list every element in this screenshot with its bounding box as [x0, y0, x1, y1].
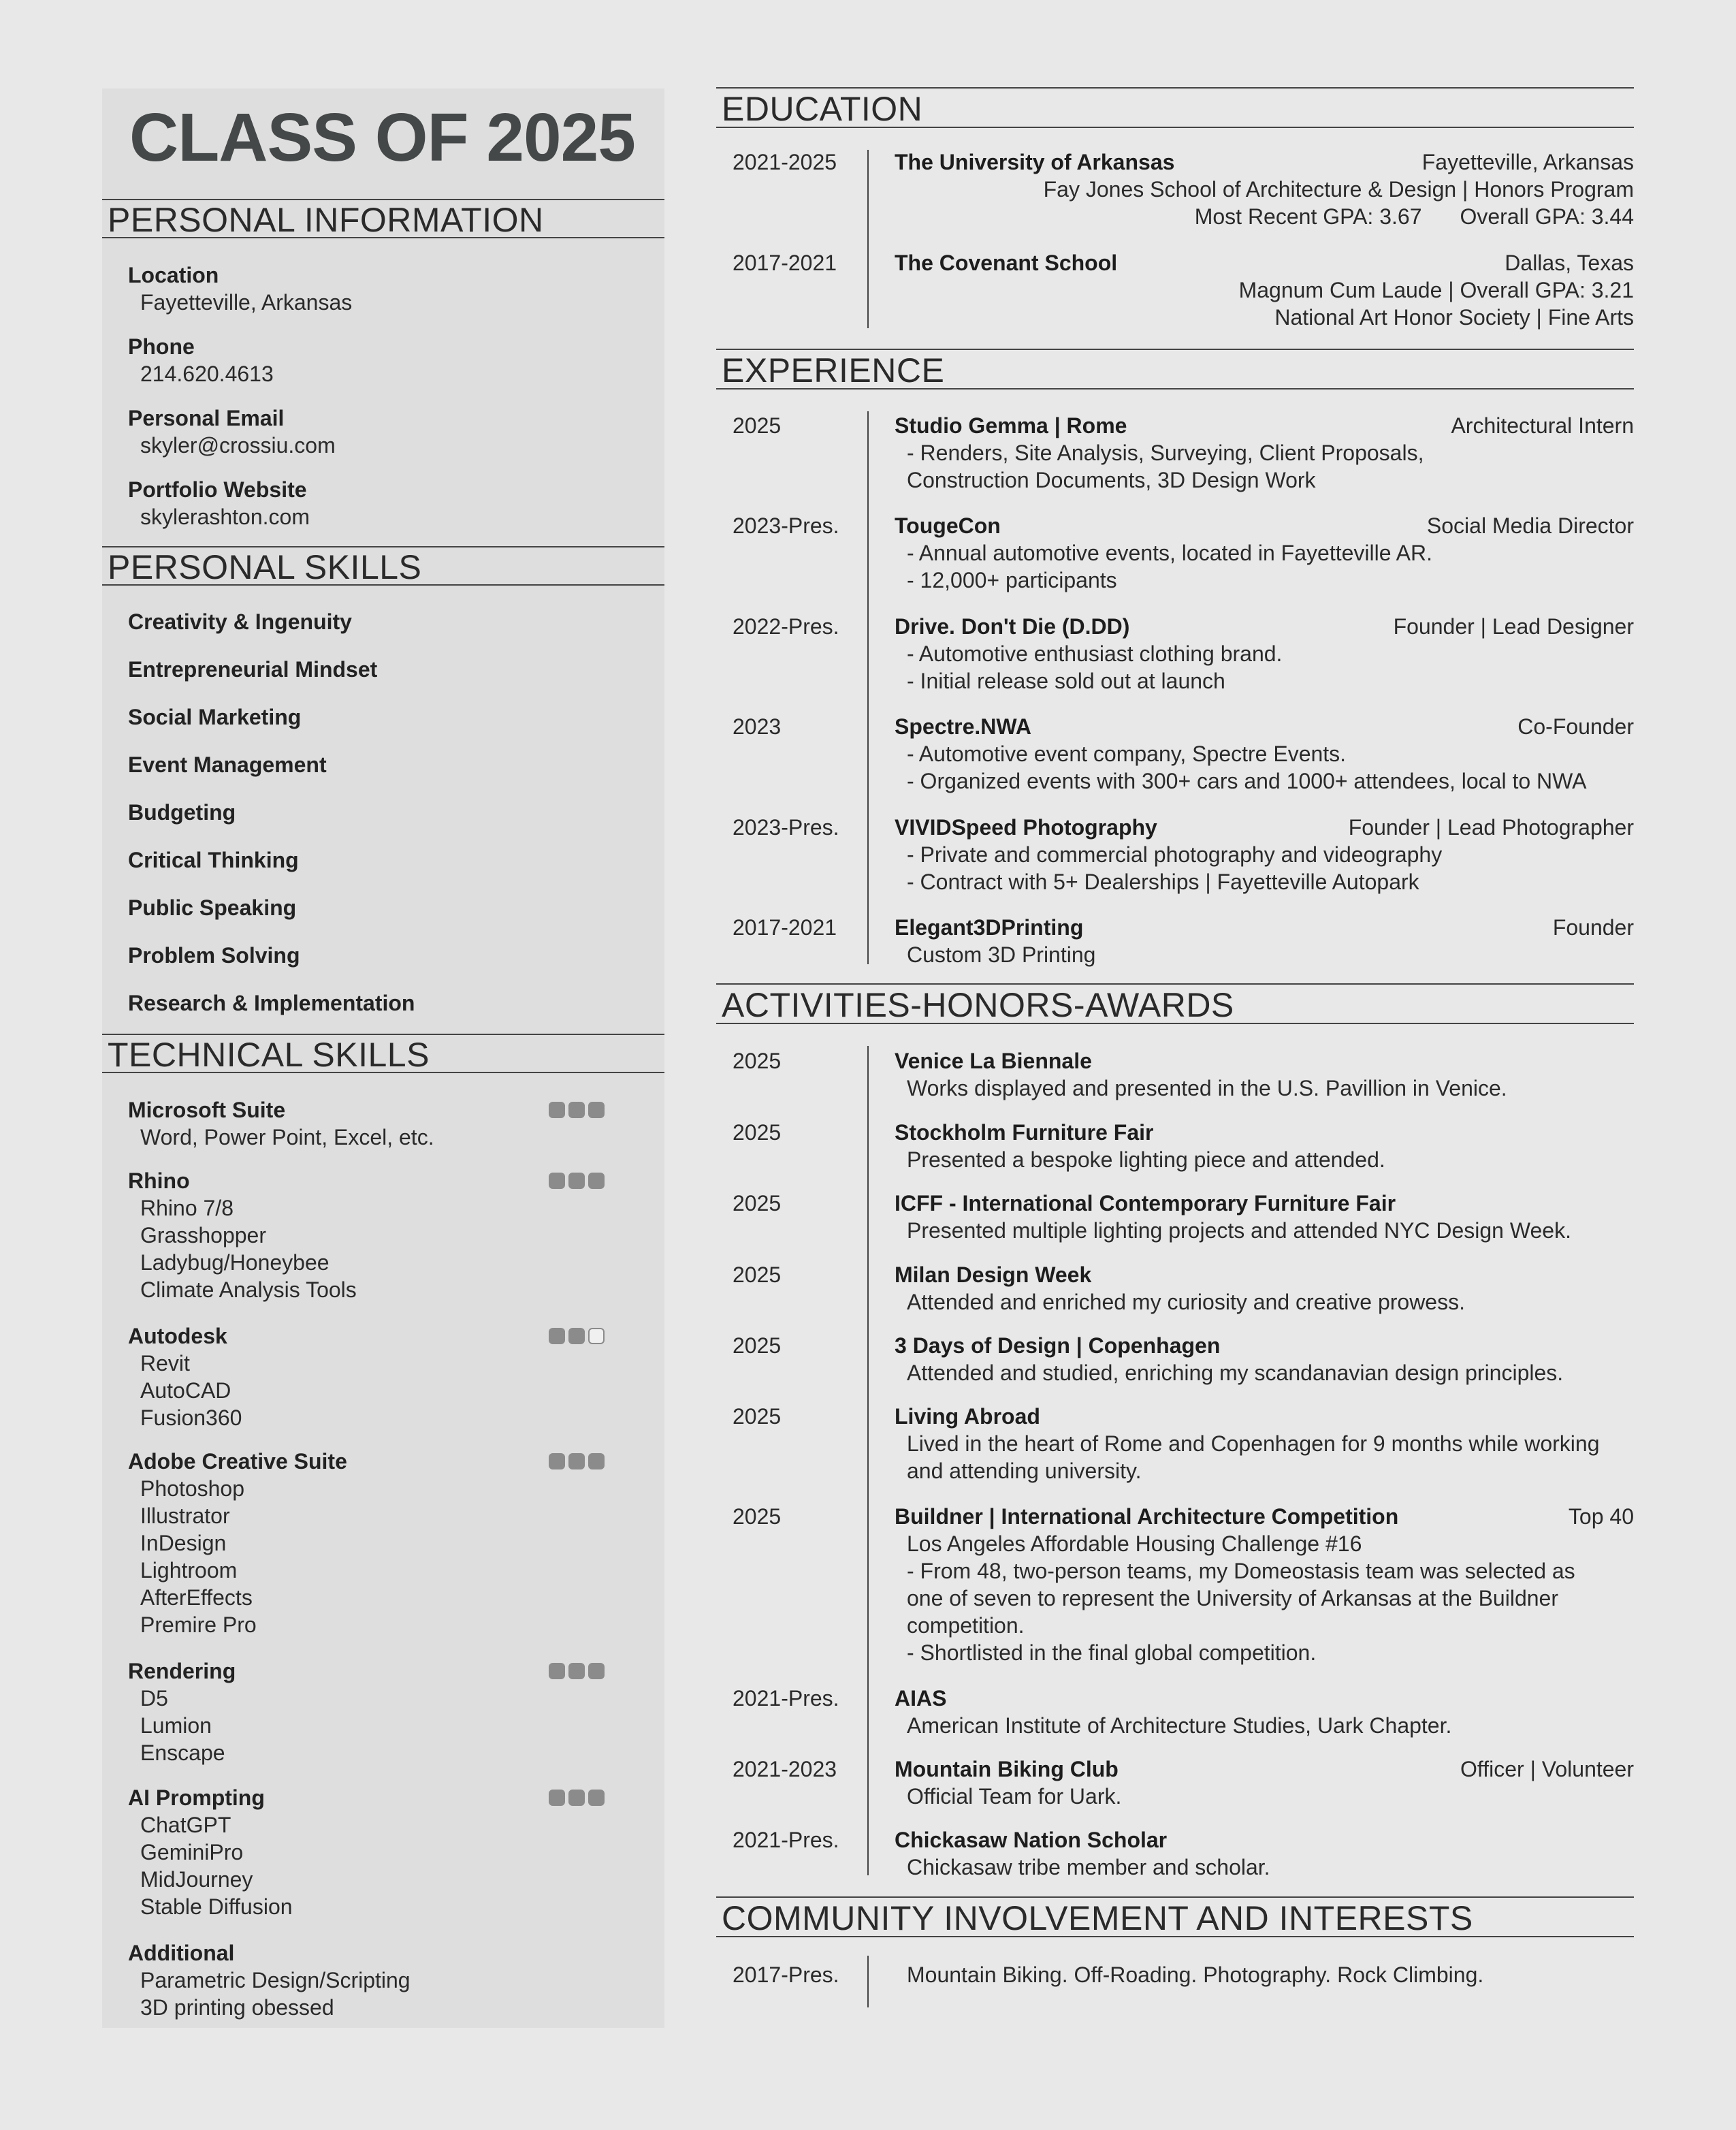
entry-description-line: - Organized events with 300+ cars and 1000+ attendees, local to NWA: [907, 769, 1587, 793]
activities-entry: [733, 1403, 1634, 1484]
entry-title: Studio Gemma | Rome: [895, 413, 1127, 438]
entry-title: Venice La Biennale: [895, 1049, 1092, 1073]
gpa-overall: Overall GPA: 3.44: [1460, 204, 1634, 229]
tech-skill-item: D5: [140, 1686, 168, 1711]
skill-item: Public Speaking: [128, 895, 297, 920]
rating-filled-icon: [588, 1453, 605, 1469]
rating-filled-icon: [568, 1173, 585, 1189]
skill-rating: [549, 1102, 605, 1118]
entry-date: 2025: [733, 413, 782, 438]
info-phone: [128, 333, 274, 387]
tech-skill-item: Lumion: [140, 1713, 212, 1738]
personal-skills-heading: PERSONAL SKILLS: [102, 546, 664, 586]
activities-entry: [733, 1261, 1634, 1316]
entry-role: Officer | Volunteer: [1460, 1757, 1634, 1781]
tech-skill-group: [128, 1167, 645, 1303]
entry-role: Social Media Director: [1426, 513, 1634, 538]
education-entry: [733, 249, 1634, 331]
tech-skill-item: Word, Power Point, Excel, etc.: [140, 1125, 434, 1149]
rating-filled-icon: [568, 1328, 585, 1344]
entry-title: ICFF - International Contemporary Furniture Fair: [895, 1191, 1396, 1215]
skill-item: Creativity & Ingenuity: [128, 609, 352, 634]
tech-skill-item: AutoCAD: [140, 1378, 231, 1403]
rating-filled-icon: [588, 1102, 605, 1118]
info-label: Phone: [128, 334, 195, 359]
experience-entry: [733, 713, 1634, 795]
tech-skill-item: InDesign: [140, 1531, 227, 1555]
rating-filled-icon: [588, 1663, 605, 1679]
entry-text: Mountain Biking. Off-Roading. Photography. Rock Climbing.: [907, 1962, 1484, 1987]
rating-filled-icon: [549, 1173, 565, 1189]
entry-description: [907, 1712, 1634, 1739]
skill-rating: [549, 1328, 605, 1344]
entry-description-line: one of seven to represent the University of Arkansas at the Buildner: [907, 1586, 1558, 1610]
entry-description: [907, 1530, 1634, 1666]
entry-title: Mountain Biking Club: [895, 1757, 1119, 1781]
info-email: [128, 404, 336, 459]
entry-description: [907, 1359, 1634, 1386]
rating-filled-icon: [568, 1453, 585, 1469]
entry-description-line: competition.: [907, 1613, 1025, 1638]
entry-description-line: Presented a bespoke lighting piece and attended.: [907, 1147, 1385, 1172]
info-location: [128, 261, 352, 316]
entry-description: [907, 1288, 1634, 1316]
entry-role: Architectural Intern: [1451, 413, 1634, 438]
entry-description: [907, 1217, 1634, 1244]
skill-item: Entrepreneurial Mindset: [128, 657, 378, 682]
entry-date: 2025: [733, 1120, 782, 1145]
entry-role: Top 40: [1568, 1504, 1634, 1529]
tech-skill-group: [128, 1096, 645, 1151]
experience-entry: [733, 412, 1634, 494]
entry-description: [907, 941, 1634, 968]
info-label: Portfolio Website: [128, 477, 307, 502]
entry-description-line: Lived in the heart of Rome and Copenhagen for 9 months while working: [907, 1431, 1600, 1456]
tech-skill-group: [128, 1784, 645, 1920]
info-value[interactable]: skylerashton.com: [140, 505, 310, 529]
rating-filled-icon: [549, 1102, 565, 1118]
entry-date: 2025: [733, 1504, 782, 1529]
personal-information-heading: PERSONAL INFORMATION: [102, 199, 664, 238]
entry-description: [907, 841, 1634, 895]
skill-item: Problem Solving: [128, 943, 300, 968]
entry-title: The University of Arkansas: [895, 150, 1175, 174]
entry-title: 3 Days of Design | Copenhagen: [895, 1333, 1221, 1358]
entry-description-line: - Shortlisted in the final global competition.: [907, 1640, 1317, 1665]
education-entry: [733, 148, 1634, 230]
tech-skill-item: Parametric Design/Scripting: [140, 1968, 411, 1992]
entry-description-line: - Renders, Site Analysis, Surveying, Client Proposals,: [907, 441, 1424, 465]
entry-title: Buildner | International Architecture Competition: [895, 1504, 1399, 1529]
entry-description-line: Construction Documents, 3D Design Work: [907, 468, 1316, 492]
activities-entry: [733, 1332, 1634, 1386]
activities-entry: [733, 1503, 1634, 1666]
entry-description: [907, 539, 1634, 594]
community-entry: [733, 1961, 1634, 1988]
tech-skill-item: Ladybug/Honeybee: [140, 1250, 329, 1275]
skill-rating: [549, 1663, 605, 1679]
technical-skills-heading: TECHNICAL SKILLS: [102, 1034, 664, 1073]
tech-skill-item: Illustrator: [140, 1504, 230, 1528]
entry-date: 2025: [733, 1404, 782, 1429]
tech-skill-item: Enscape: [140, 1740, 225, 1765]
entry-date: 2022-Pres.: [733, 614, 839, 639]
entry-description-line: - Automotive event company, Spectre Events.: [907, 742, 1347, 766]
tech-skill-name: AI Prompting: [128, 1785, 265, 1810]
tech-skill-name: Microsoft Suite: [128, 1098, 286, 1122]
entry-description: [907, 1430, 1634, 1484]
entry-details: [1239, 276, 1634, 331]
skill-item: Budgeting: [128, 800, 236, 825]
info-label: Location: [128, 263, 219, 287]
tech-skill-item: Rhino 7/8: [140, 1196, 234, 1220]
entry-description: [907, 1146, 1634, 1173]
entry-description-line: - Automotive enthusiast clothing brand.: [907, 641, 1283, 666]
entry-role: Founder | Lead Photographer: [1348, 815, 1634, 840]
entry-role: Founder | Lead Designer: [1393, 614, 1634, 639]
entry-details: [1044, 176, 1634, 230]
entry-role: Co-Founder: [1517, 714, 1634, 739]
tech-skill-group: [128, 1322, 645, 1431]
skill-rating: [549, 1790, 605, 1806]
activities-entry: [733, 1119, 1634, 1173]
activities-entry: [733, 1755, 1634, 1810]
tech-skill-item: GeminiPro: [140, 1840, 244, 1864]
experience-entry: [733, 512, 1634, 594]
tech-skill-item: Lightroom: [140, 1558, 238, 1583]
entry-date: 2025: [733, 1191, 782, 1215]
entry-description-line: - Annual automotive events, located in Fayetteville AR.: [907, 541, 1432, 565]
entry-date: 2025: [733, 1262, 782, 1287]
tech-skill-item: Fusion360: [140, 1405, 242, 1430]
entry-description-line: - Initial release sold out at launch: [907, 669, 1225, 693]
entry-title: TougeCon: [895, 513, 1001, 538]
entry-description-line: Presented multiple lighting projects and attended NYC Design Week.: [907, 1218, 1571, 1243]
entry-date: 2017-2021: [733, 251, 837, 275]
rating-filled-icon: [588, 1173, 605, 1189]
entry-description-line: Attended and studied, enriching my scandanavian design principles.: [907, 1361, 1564, 1385]
activities-entry: [733, 1685, 1634, 1739]
entry-description-line: Works displayed and presented in the U.S. Pavillion in Venice.: [907, 1076, 1507, 1100]
entry-title: VIVIDSpeed Photography: [895, 815, 1157, 840]
entry-description-line: Official Team for Uark.: [907, 1784, 1122, 1809]
education-heading: EDUCATION: [716, 87, 1634, 128]
rating-filled-icon: [568, 1790, 585, 1806]
tech-skill-item: Grasshopper: [140, 1223, 266, 1247]
entry-date: 2021-Pres.: [733, 1828, 839, 1852]
entry-detail-line: Fay Jones School of Architecture & Design | Honors Program: [1043, 177, 1634, 202]
entry-date: 2017-Pres.: [733, 1962, 839, 1987]
entry-title: Milan Design Week: [895, 1262, 1092, 1287]
skill-item: Event Management: [128, 752, 327, 777]
tech-skill-item: Revit: [140, 1351, 190, 1376]
entry-description: [907, 439, 1634, 494]
tech-skill-item: Climate Analysis Tools: [140, 1277, 357, 1302]
gpa-line: [1044, 203, 1634, 230]
entry-description-line: - Contract with 5+ Dealerships | Fayetteville Autopark: [907, 870, 1419, 894]
entry-description-line: and attending university.: [907, 1459, 1142, 1483]
info-value: 214.620.4613: [140, 362, 274, 386]
entry-description: [907, 1075, 1634, 1102]
experience-entry: [733, 613, 1634, 695]
skill-item: Social Marketing: [128, 705, 302, 729]
entry-description-line: Los Angeles Affordable Housing Challenge #16: [907, 1531, 1362, 1556]
entry-title: Chickasaw Nation Scholar: [895, 1828, 1168, 1852]
entry-date: 2023: [733, 714, 782, 739]
rating-filled-icon: [549, 1328, 565, 1344]
entry-description-line: - Private and commercial photography and videography: [907, 842, 1443, 867]
info-value: Fayetteville, Arkansas: [140, 290, 353, 315]
entry-location: Dallas, Texas: [1505, 251, 1634, 275]
experience-entry: [733, 814, 1634, 895]
entry-detail-line: National Art Honor Society | Fine Arts: [1274, 305, 1634, 330]
tech-skill-item: Stable Diffusion: [140, 1894, 293, 1919]
skill-rating: [549, 1453, 605, 1469]
entry-date: 2017-2021: [733, 915, 837, 940]
tech-skill-name: Adobe Creative Suite: [128, 1449, 347, 1474]
tech-skill-group: [128, 1657, 645, 1766]
activities-entry: [733, 1190, 1634, 1244]
rating-filled-icon: [568, 1663, 585, 1679]
rating-filled-icon: [549, 1663, 565, 1679]
rating-filled-icon: [588, 1790, 605, 1806]
entry-title: Elegant3DPrinting: [895, 915, 1084, 940]
rating-empty-icon: [588, 1328, 605, 1344]
tech-skill-item: AfterEffects: [140, 1585, 253, 1610]
experience-heading: EXPERIENCE: [716, 349, 1634, 390]
tech-skill-group: [128, 1448, 645, 1638]
tech-skill-item: MidJourney: [140, 1867, 253, 1892]
entry-description-line: Chickasaw tribe member and scholar.: [907, 1855, 1270, 1879]
entry-description-line: - From 48, two-person teams, my Domeostasis team was selected as: [907, 1559, 1575, 1583]
community-heading: COMMUNITY INVOLVEMENT AND INTERESTS: [716, 1896, 1634, 1937]
entry-location: Fayetteville, Arkansas: [1421, 150, 1634, 174]
entry-title: AIAS: [895, 1686, 947, 1711]
entry-description-line: American Institute of Architecture Studies, Uark Chapter.: [907, 1713, 1452, 1738]
entry-date: 2021-Pres.: [733, 1686, 839, 1711]
tech-skill-name: Rendering: [128, 1659, 236, 1683]
tech-skill-name: Rhino: [128, 1169, 190, 1193]
entry-date: 2025: [733, 1333, 782, 1358]
experience-entry: [733, 914, 1634, 968]
entry-description: [907, 1783, 1634, 1810]
info-value[interactable]: skyler@crossiu.com: [140, 433, 336, 458]
info-website: [128, 476, 310, 530]
page-title: CLASS OF 2025: [129, 99, 635, 176]
entry-date: 2023-Pres.: [733, 513, 839, 538]
tech-skill-item: Premire Pro: [140, 1612, 257, 1637]
rating-filled-icon: [549, 1790, 565, 1806]
entry-description: [907, 1854, 1634, 1881]
tech-skill-name: Additional: [128, 1941, 235, 1965]
activities-heading: ACTIVITIES-HONORS-AWARDS: [716, 983, 1634, 1024]
skill-item: Critical Thinking: [128, 848, 299, 872]
entry-description: [907, 740, 1634, 795]
info-label: Personal Email: [128, 406, 285, 430]
entry-title: Stockholm Furniture Fair: [895, 1120, 1154, 1145]
entry-title: Spectre.NWA: [895, 714, 1031, 739]
entry-title: The Covenant School: [895, 251, 1118, 275]
entry-date: 2025: [733, 1049, 782, 1073]
entry-description: [907, 640, 1634, 695]
entry-description-line: - 12,000+ participants: [907, 568, 1117, 592]
entry-description-line: Custom 3D Printing: [907, 942, 1096, 967]
entry-date: 2021-2025: [733, 150, 837, 174]
entry-title: Drive. Don't Die (D.DD): [895, 614, 1130, 639]
tech-skill-item: ChatGPT: [140, 1813, 231, 1837]
left-column: [102, 89, 664, 2028]
entry-role: Founder: [1552, 915, 1634, 940]
activities-entry: [733, 1826, 1634, 1881]
entry-date: 2023-Pres.: [733, 815, 839, 840]
entry-detail-line: Magnum Cum Laude | Overall GPA: 3.21: [1238, 278, 1634, 302]
rating-filled-icon: [568, 1102, 585, 1118]
entry-date: 2021-2023: [733, 1757, 837, 1781]
skill-item: Research & Implementation: [128, 991, 415, 1015]
entry-title: Living Abroad: [895, 1404, 1040, 1429]
rating-filled-icon: [549, 1453, 565, 1469]
tech-skill-item: 3D printing obessed: [140, 1995, 334, 2020]
activities-entry: [733, 1047, 1634, 1102]
tech-skill-name: Autodesk: [128, 1324, 227, 1348]
gpa-recent: Most Recent GPA: 3.67: [1194, 204, 1422, 229]
tech-skill-group: [128, 1939, 645, 2021]
tech-skill-item: Photoshop: [140, 1476, 245, 1501]
skill-rating: [549, 1173, 605, 1189]
entry-description-line: Attended and enriched my curiosity and creative prowess.: [907, 1290, 1465, 1314]
